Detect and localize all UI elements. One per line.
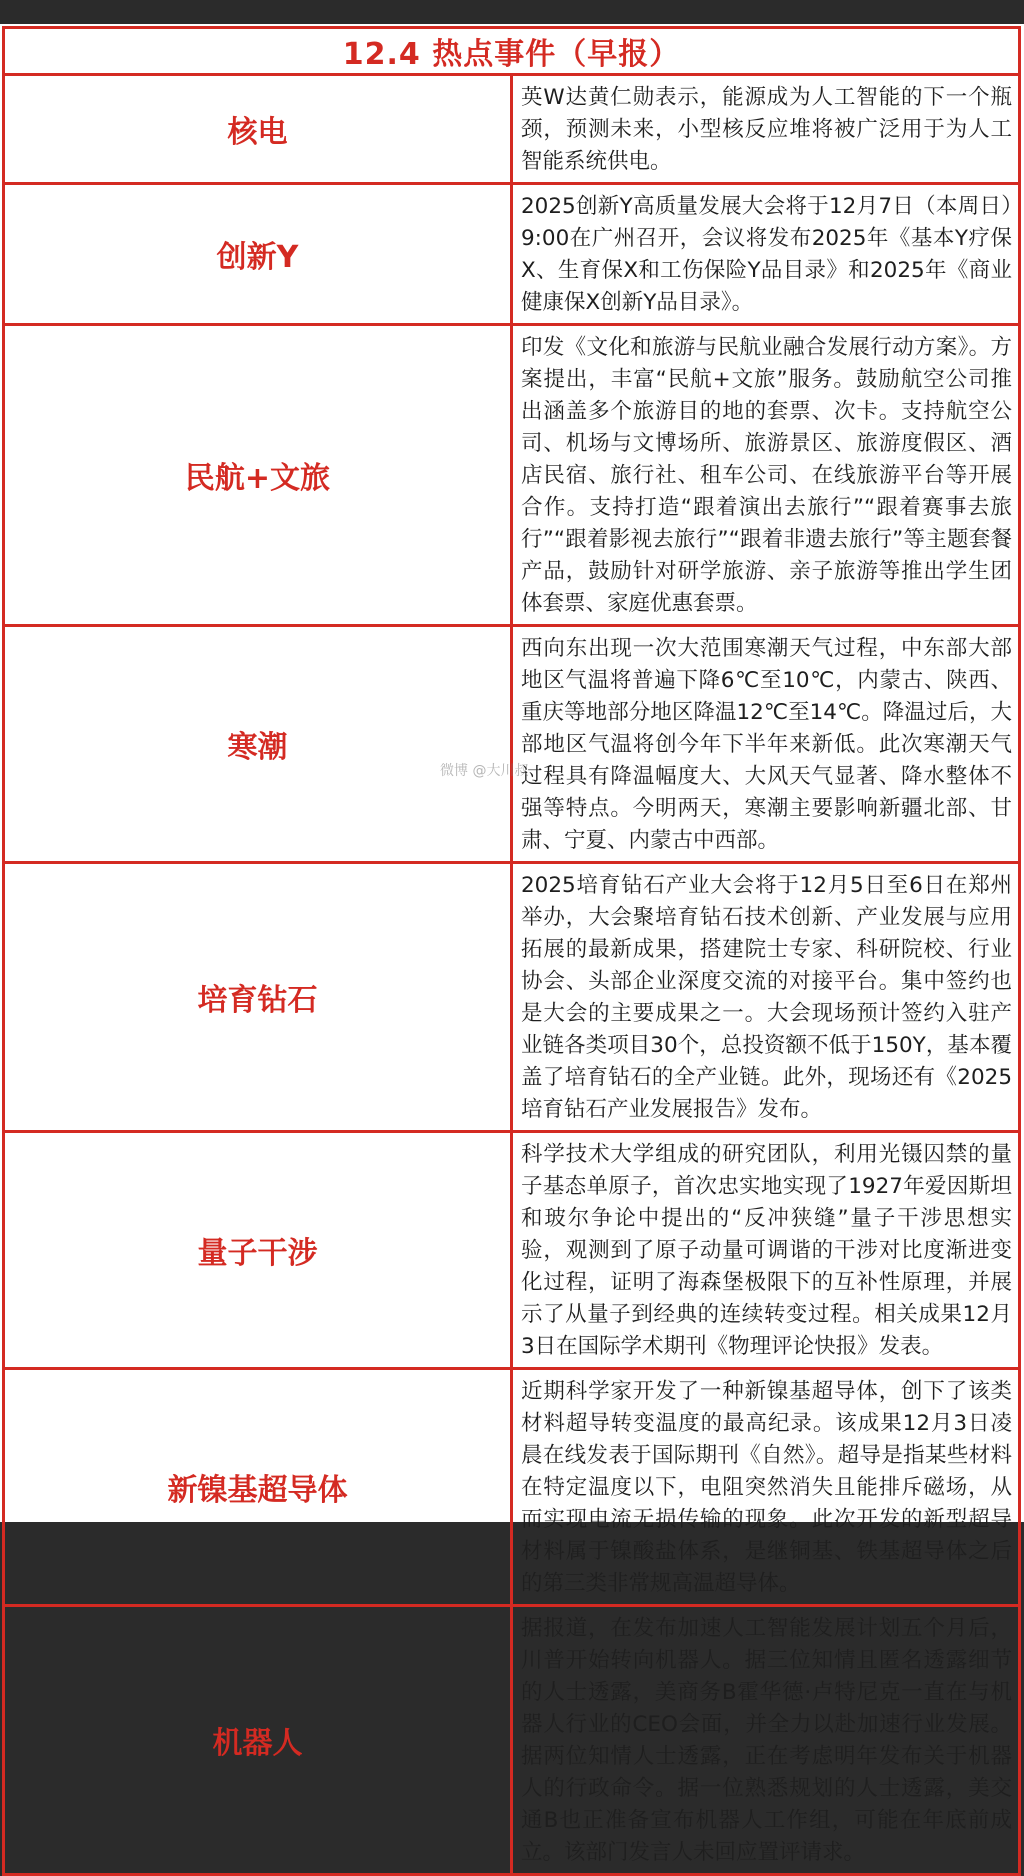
news-text: 英W达黄仁勋表示，能源成为人工智能的下一个瓶颈，预测未来，小型核反应堆将被广泛用于为人工智能系统供电。: [512, 75, 1020, 184]
category-label: 核电: [4, 75, 512, 184]
table-row: [4, 1369, 1020, 1606]
title-row: [4, 28, 1020, 75]
table-row: [4, 184, 1020, 325]
news-sheet: [0, 24, 1024, 1865]
category-label: 创新Y: [4, 184, 512, 325]
news-text: 近期科学家开发了一种新镍基超导体，创下了该类材料超导转变温度的最高纪录。该成果12月3日凌晨在线发表于国际期刊《自然》。超导是指某些材料在特定温度以下，电阻突然消失且能排斥磁场，从而实现电流无损传输的现象。此次开发的新型超导材料属于镍酸盐体系，是继铜基、铁基超导体之后的第三类非常规高温超导体。: [512, 1369, 1020, 1606]
table-row: [4, 863, 1020, 1132]
table-row: [4, 325, 1020, 626]
category-label: 机器人: [4, 1606, 512, 1875]
table-row: [4, 1132, 1020, 1369]
news-text: 西向东出现一次大范围寒潮天气过程，中东部大部地区气温将普遍下降6℃至10℃，内蒙古、陕西、重庆等地部分地区降温12℃至14℃。降温过后，大部地区气温将创今年下半年来新低。此次寒潮天气过程具有降温幅度大、大风天气显著、降水整体不强等特点。今明两天，寒潮主要影响新疆北部、甘肃、宁夏、内蒙古中西部。: [512, 626, 1020, 863]
news-text: 2025创新Y高质量发展大会将于12月7日（本周日）9:00在广州召开，会议将发布2025年《基本Y疗保X、生育保X和工伤保险Y品目录》和2025年《商业健康保X创新Y品目录》。: [512, 184, 1020, 325]
category-label: 量子干涉: [4, 1132, 512, 1369]
watermark: 微博 @大川叔: [440, 763, 529, 779]
category-label: 民航+文旅: [4, 325, 512, 626]
page-title: 12.4 热点事件（早报）: [4, 28, 1020, 75]
news-text: 印发《文化和旅游与民航业融合发展行动方案》。方案提出，丰富“民航+文旅”服务。鼓励航空公司推出涵盖多个旅游目的地的套票、次卡。支持航空公司、机场与文博场所、旅游景区、旅游度假区、酒店民宿、旅行社、租车公司、在线旅游平台等开展合作。支持打造“跟着演出去旅行”“跟着赛事去旅行”“跟着影视去旅行”“跟着非遗去旅行”等主题套餐产品，鼓励针对研学旅游、亲子旅游等推出学生团体套票、家庭优惠套票。: [512, 325, 1020, 626]
table-row: [4, 626, 1020, 863]
top-bar: [0, 0, 1024, 24]
news-table: [2, 26, 1021, 1876]
category-label: 培育钻石: [4, 863, 512, 1132]
news-text: 2025培育钻石产业大会将于12月5日至6日在郑州举办，大会聚培育钻石技术创新、产业发展与应用拓展的最新成果，搭建院士专家、科研院校、行业协会、头部企业深度交流的对接平台。集中签约也是大会的主要成果之一。大会现场预计签约入驻产业链各类项目30个，总投资额不低于150Y，基本覆盖了培育钻石的全产业链。此外，现场还有《2025培育钻石产业发展报告》发布。: [512, 863, 1020, 1132]
category-label: 新镍基超导体: [4, 1369, 512, 1606]
news-text: 科学技术大学组成的研究团队，利用光镊囚禁的量子基态单原子，首次忠实地实现了1927年爱因斯坦和玻尔争论中提出的“反冲狭缝”量子干涉思想实验，观测到了原子动量可调谐的干涉对比度渐进变化过程，证明了海森堡极限下的互补性原理，并展示了从量子到经典的连续转变过程。相关成果12月3日在国际学术期刊《物理评论快报》发表。: [512, 1132, 1020, 1369]
table-row: [4, 75, 1020, 184]
table-row: [4, 1606, 1020, 1875]
news-text: 据报道，在发布加速人工智能发展计划五个月后，川普开始转向机器人。据三位知情且匿名透露细节的人士透露，美商务B霍华德·卢特尼克一直在与机器人行业的CEO会面，并全力以赴加速行业发展。据两位知情人士透露，正在考虑明年发布关于机器人的行政命令。据一位熟悉规划的人士透露，美交通B也正准备宣布机器人工作组，可能在年底前成立。该部门发言人未回应置评请求。: [512, 1606, 1020, 1875]
category-label: 寒潮: [4, 626, 512, 863]
